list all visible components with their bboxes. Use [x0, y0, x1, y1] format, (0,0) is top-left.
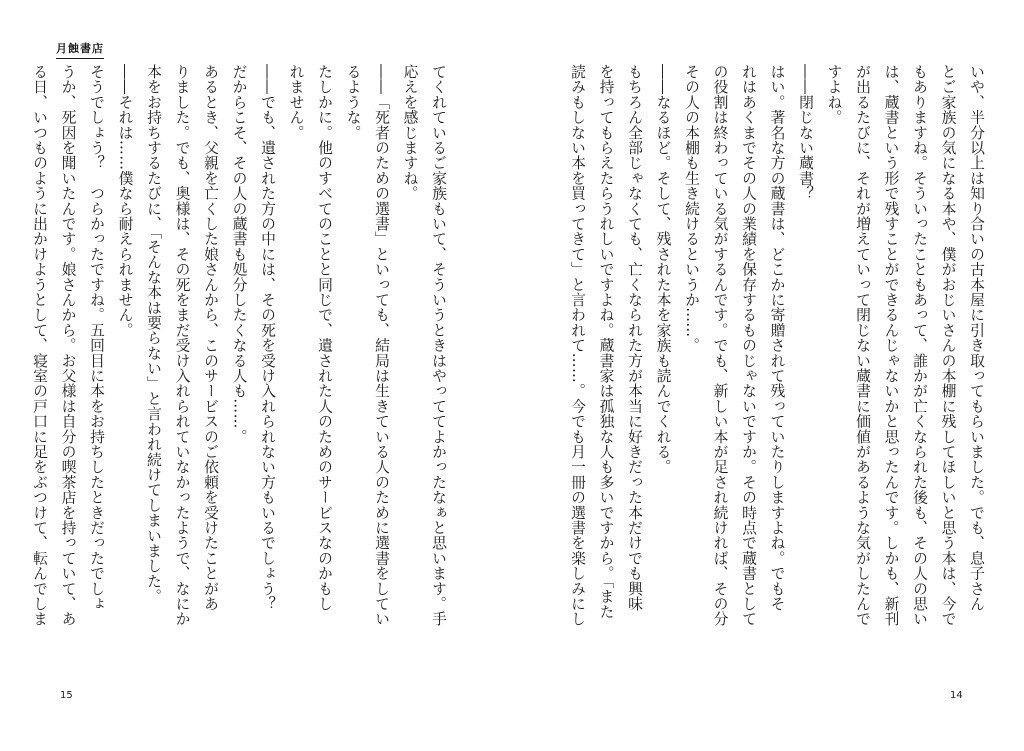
right-line-6: すよね。	[825, 64, 843, 125]
right-line-7: ――閉じない蔵書？	[797, 64, 814, 201]
left-line-10: りました。でも、奥様は、その死をまだ受け入れられていなかったようで、なにか	[173, 64, 191, 627]
left-line-14: うか、死因を聞いたんです。娘さんから。お父様は自分の喫茶店を持っていて、あ	[59, 64, 77, 627]
right-line-12: ――なるほど。そして、残された本を家族も読んでくれる。	[654, 64, 672, 475]
right-line-1: いや、半分以上は知り合いの古本屋に引き取ってもらいました。でも、息子さん	[968, 64, 985, 612]
left-line-8: だからこそ、その人の蔵書も処分したくなる人も……。	[230, 64, 248, 444]
right-line-5: が出るたびに、それが増えていって閉じない蔵書に価値があるような気がしたんで	[854, 64, 871, 627]
page-number-right: 14	[950, 690, 963, 701]
left-line-3: ――「死者のための選書」といっても、結局は生きている人のために選書をしてい	[373, 64, 390, 627]
right-line-2: とご家族の気になる本や、僕がおじいさんの本棚に残してほしいと思う本は、今で	[939, 64, 957, 627]
right-line-10: の役割は終わっている気がするんです。でも、新しい本が足され続ければ、その分	[711, 64, 729, 627]
right-line-8: はい。著名な方の蔵書は、どこかに寄贈されて残っていたりしますよね。でもそ	[768, 64, 786, 612]
right-line-14: を持ってもらえたらうれしいですよね。蔵書家は孤独な人も多いですから。「また	[597, 64, 615, 619]
right-page-text	[569, 64, 990, 664]
left-line-5: たしかに。他のすべてのことと同じで、遺された人のためのサービスなのかもし	[316, 64, 333, 612]
left-line-13: そうでしょう？ つらかったですね。五回目に本をお持ちしたときだったでしょ	[88, 64, 105, 612]
left-line-11: 本をお持ちするたびに、「そんな本は要らない」と言われ続けてしまいました。	[145, 64, 162, 604]
right-line-15: 読みもしない本を買ってきて」と言われて……。今でも月一冊の選書を楽しみにし	[569, 64, 586, 627]
right-line-9: れはあくまでその人の業績を保存するものじゃないですか。その時点で蔵書として	[740, 64, 757, 627]
right-line-13: もちろん全部じゃなくても、亡くなられた方が本当に好きだった本だけでも興味	[626, 64, 643, 612]
left-line-2: 応えを感じますね。	[401, 64, 419, 201]
left-line-6: れません。	[287, 64, 305, 140]
left-line-9: あるとき、父親を亡くした娘さんから、このサービスのご依頼を受けたことがあ	[202, 64, 219, 612]
page-number-left: 15	[60, 690, 73, 701]
left-line-7: ――でも、遺された方の中には、その死を受け入れられない方もいるでしょう？	[259, 64, 276, 612]
right-line-4: は、蔵書という形で残すことができるんじゃないかと思ったんです。しかも、新刊	[882, 64, 900, 627]
running-head: 月蝕書店	[56, 40, 104, 59]
left-line-4: るような。	[344, 64, 362, 140]
left-line-1: てくれているご家族もいて、そういうときはやっててよかったなぁと思います。手	[430, 64, 447, 627]
left-line-12: ――それは……僕なら耐えられません。	[116, 64, 134, 338]
right-line-3: もありますね。そういったこともあって、誰かが亡くなられた後も、その人の思い	[911, 64, 928, 627]
right-line-11: その人の本棚も生き続けるというか……。	[683, 64, 700, 353]
left-page-text	[31, 64, 452, 664]
left-line-15: る日、いつものように出かけようとして、寝室の戸口に足をぶつけて、転んでしま	[31, 64, 48, 627]
